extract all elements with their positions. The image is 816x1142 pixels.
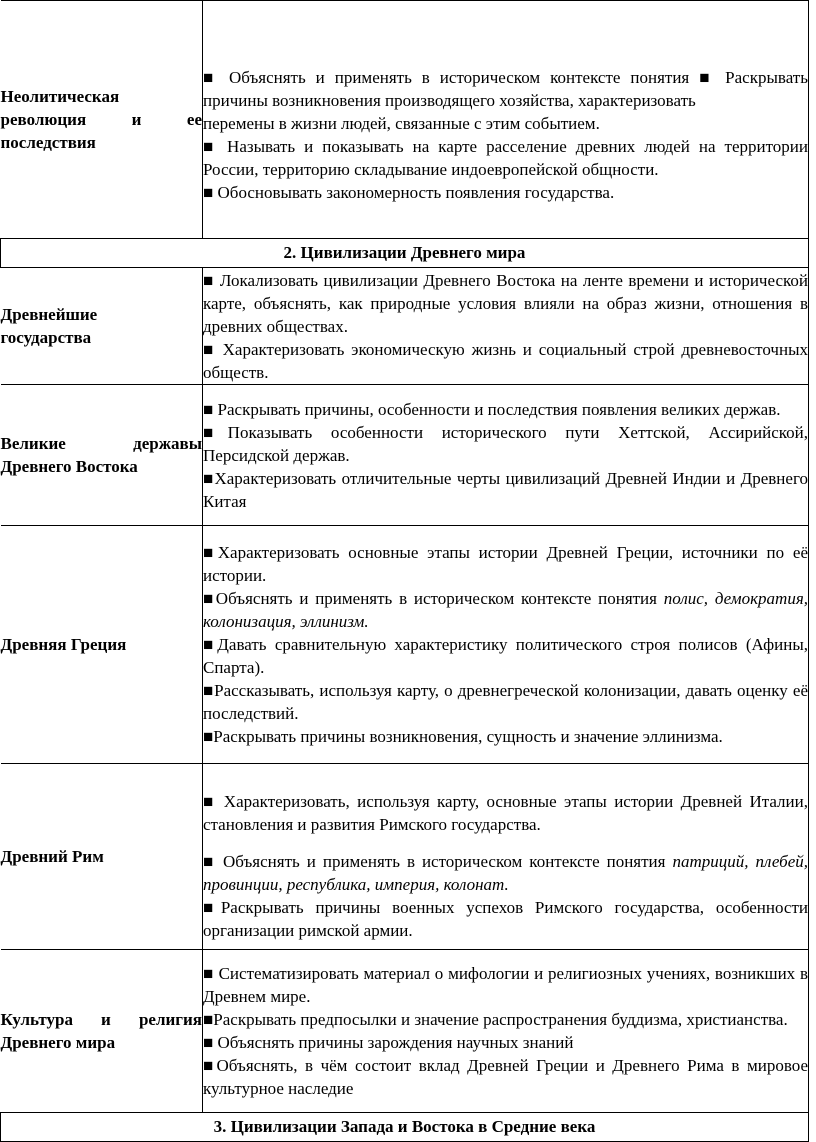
content-cell — [203, 268, 809, 385]
topic-line: Культура и религия — [0, 1010, 202, 1029]
content-item: ■Объяснять, в чём состоит вклад Древней Греции и Древнего Рима в мировое культурное наследие — [203, 1056, 808, 1098]
content-item: ■ Характеризовать, используя карту, основные этапы истории Древней Италии, становления и развития Римского государства. — [203, 791, 808, 834]
content-item: ■ Систематизировать материал о мифологии и религиозных учениях, возникших в Древнем мире. — [203, 964, 808, 1006]
content-item: ■ Характеризовать экономическую жизнь и социальный строй древневосточных обществ. — [203, 339, 808, 382]
table-row — [1, 239, 809, 268]
content-item: ■ Объяснять и применять в историческом контексте понятия ■ Раскрывать причины возникновения производящего хозяйства, характеризовать — [203, 67, 808, 110]
content-item: ■ Обосновывать закономерность появления государства. — [203, 182, 615, 202]
content-cell — [203, 385, 809, 526]
content-item: ■ Называть и показывать на карте расселение древних людей на территории России, территорию складывание индоевропейской общности. — [203, 136, 808, 179]
table-row — [1, 1, 809, 239]
content-item: ■ Локализовать цивилизации Древнего Востока на ленте времени и исторической карте, объяснять, как природные условия влияли на образ жизни, отношения в древних обществах. — [203, 270, 808, 336]
topic-cell — [1, 385, 203, 526]
content-cell — [203, 1, 809, 239]
content-item: ■Давать сравнительную характеристику политического строя полисов (Афины, Спарта). — [203, 635, 808, 677]
content-cell — [203, 526, 809, 764]
content-item: перемены в жизни людей, связанные с этим событием. — [203, 113, 600, 133]
table-row — [1, 385, 809, 526]
content-item: ■Характеризовать отличительные черты цивилизаций Древней Индии и Древнего Китая — [203, 468, 808, 511]
content-item: ■Объяснять и применять в историческом контексте понятия полис, демократия, колонизация, эллинизм. — [203, 589, 808, 631]
table-row — [1, 1113, 809, 1142]
section-heading: 2. Цивилизации Древнего мира — [1, 239, 809, 268]
table-row — [1, 526, 809, 764]
table-row — [1, 764, 809, 950]
table-row — [1, 268, 809, 385]
bullet: ■ — [203, 67, 219, 87]
topic-line: Древнего мира — [0, 1033, 116, 1052]
content-item: ■ Объяснять и применять в историческом контексте понятия патриций, плебей, провинции, республика, империя, колонат. — [203, 851, 809, 894]
topic-line: государства — [0, 328, 92, 347]
topic-cell — [1, 764, 203, 950]
content-item: ■ Раскрывать причины, особенности и последствия появления великих держав. — [203, 399, 781, 419]
topic-cell — [1, 950, 203, 1113]
content-item: ■Раскрывать предпосылки и значение распространения буддизма, христианства. — [203, 1010, 788, 1029]
content-item: ■Характеризовать основные этапы истории Древней Греции, источники по её истории. — [203, 543, 808, 585]
table-row — [1, 950, 809, 1113]
topic-line: Древнего Востока — [0, 457, 138, 476]
section-heading: 3. Цивилизации Запада и Востока в Средние века — [1, 1113, 809, 1142]
topic-line: последствия — [0, 133, 96, 152]
topic-line: Древний Рим — [0, 847, 104, 866]
content-item: ■Раскрывать причины военных успехов Римского государства, особенности организации римской армии. — [203, 897, 808, 940]
topic-line: революция и ее — [0, 110, 202, 129]
content-cell — [203, 764, 809, 950]
topic-cell — [1, 1, 203, 239]
topic-line: Неолитическая — [0, 87, 120, 106]
content-item: ■Рассказывать, используя карту, о древнегреческой колонизации, давать оценку её последствий. — [203, 681, 808, 723]
italic-terms: патриций, плебей, провинции, республика, империя, колонат. — [203, 851, 809, 894]
content-item: ■ Объяснять причины зарождения научных знаний — [203, 1033, 574, 1052]
topic-cell — [1, 526, 203, 764]
content-cell — [203, 950, 809, 1113]
italic-terms: полис, демократия, колонизация, эллинизм. — [203, 589, 808, 631]
topic-cell — [1, 268, 203, 385]
topic-line: Древняя Греция — [0, 635, 127, 654]
topic-line: Великие державы — [0, 434, 202, 453]
content-item: ■Раскрывать причины возникновения, сущность и значение эллинизма. — [203, 727, 723, 746]
topic-line: Древнейшие — [0, 305, 98, 324]
content-item: ■Показывать особенности исторического пути Хеттской, Ассирийской, Персидской держав. — [203, 422, 808, 465]
